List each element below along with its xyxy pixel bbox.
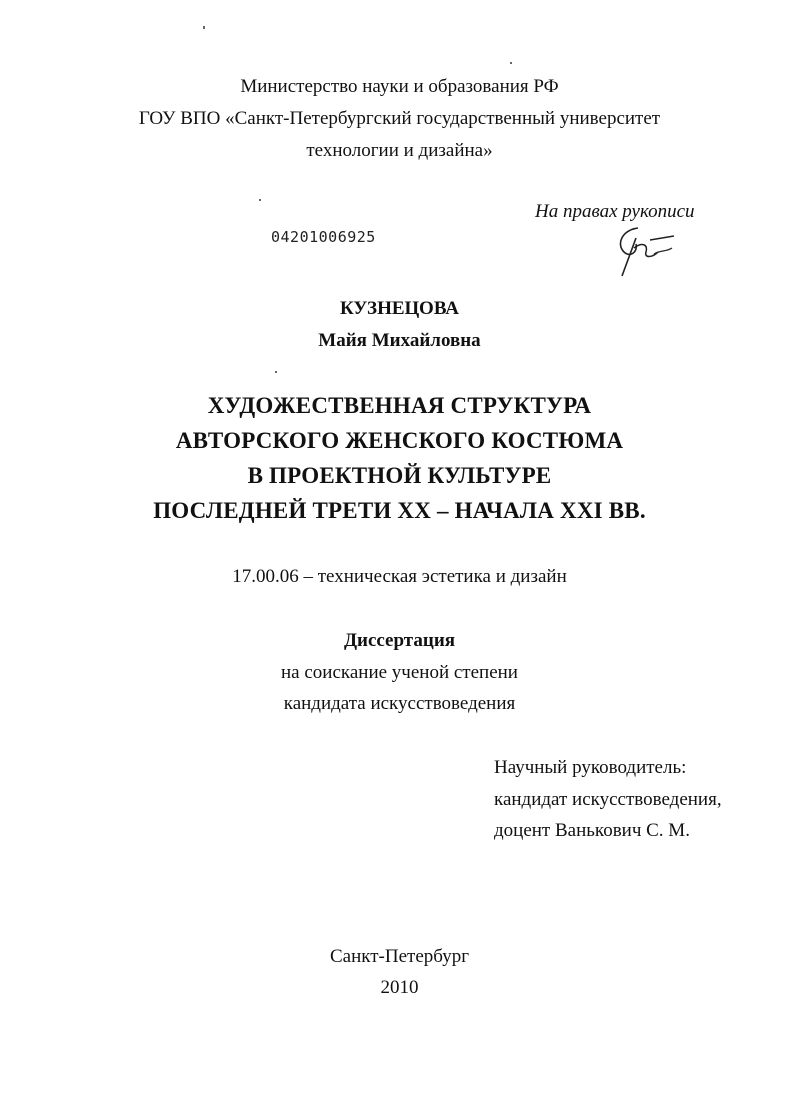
scan-speck <box>275 371 277 373</box>
dissertation-title-line: ХУДОЖЕСТВЕННАЯ СТРУКТУРА <box>207 393 592 418</box>
degree-line-2: кандидата искусствоведения <box>283 693 516 714</box>
dissertation-title-line: В ПРОЕКТНОЙ КУЛЬТУРЕ <box>247 463 552 488</box>
manuscript-note: На правах рукописи <box>535 201 695 222</box>
author-given-names: Майя Михайловна <box>318 330 481 351</box>
library-stamp-number: 04201006925 <box>271 228 376 246</box>
supervisor-label: Научный руководитель: <box>494 757 687 778</box>
ministry-line: Министерство науки и образования РФ <box>240 76 559 97</box>
degree-heading: Диссертация <box>343 630 456 651</box>
dissertation-title-line: АВТОРСКОГО ЖЕНСКОГО КОСТЮМА <box>175 428 624 453</box>
handwritten-signature <box>608 218 680 278</box>
supervisor-name: доцент Ванькович С. М. <box>494 820 690 841</box>
specialty-code: 17.00.06 – техническая эстетика и дизайн <box>232 566 567 587</box>
year: 2010 <box>380 977 419 998</box>
dissertation-title-line: ПОСЛЕДНЕЙ ТРЕТИ XX – НАЧАЛА XXI ВВ. <box>153 498 646 523</box>
scan-speck <box>259 199 261 201</box>
degree-line-1: на соискание ученой степени <box>281 662 518 683</box>
university-line-1: ГОУ ВПО «Санкт-Петербургский государственный университет <box>138 108 661 129</box>
university-line-2: технологии и дизайна» <box>306 140 493 161</box>
scan-speck <box>510 62 512 64</box>
city: Санкт-Петербург <box>329 946 469 967</box>
author-surname: КУЗНЕЦОВА <box>339 298 460 319</box>
scan-speck <box>203 26 205 29</box>
supervisor-degree: кандидат искусствоведения, <box>494 789 722 810</box>
